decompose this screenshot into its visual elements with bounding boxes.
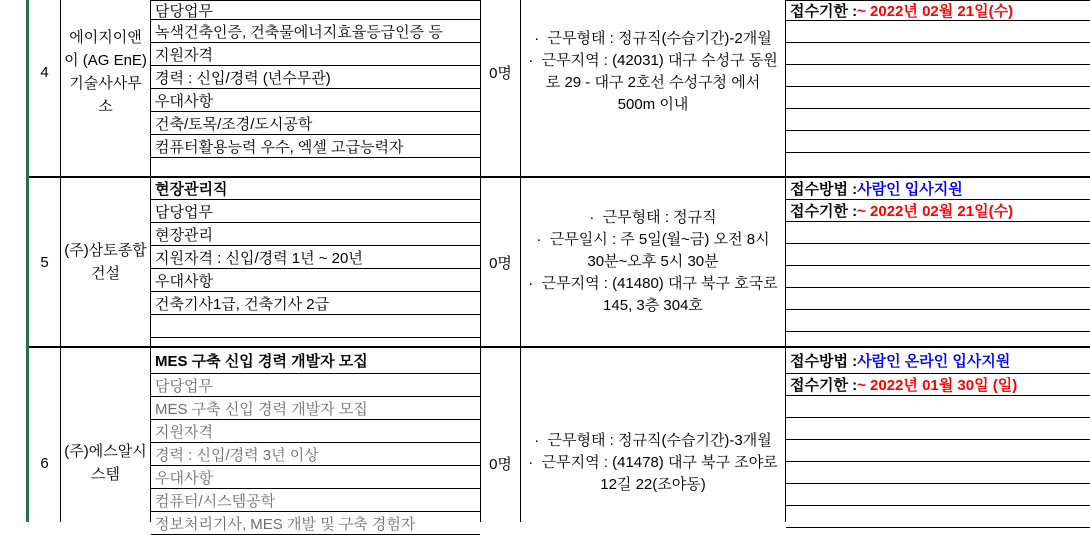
apply-method-cell[interactable] xyxy=(786,178,1090,200)
empty-apply-cell[interactable] xyxy=(786,43,1090,65)
empty-apply-cell[interactable] xyxy=(786,65,1090,87)
detail-cell[interactable] xyxy=(151,489,480,512)
apply-method-cell[interactable] xyxy=(786,348,1090,374)
job-details-column xyxy=(151,0,481,176)
job-postings-table xyxy=(26,0,1090,533)
headcount: 0명 xyxy=(489,254,512,272)
detail-text: 지원자격 xyxy=(155,46,213,64)
company-cell[interactable] xyxy=(61,0,151,176)
detail-text: 지원자격 xyxy=(155,423,213,441)
detail-cell[interactable] xyxy=(151,466,480,489)
detail-cell[interactable] xyxy=(151,292,480,315)
company-name: 에이지이앤이 (AG EnE) 기술사사무소 xyxy=(64,29,147,115)
detail-cell[interactable] xyxy=(151,112,480,135)
detail-cell[interactable] xyxy=(151,200,480,223)
apply-deadline-cell[interactable] xyxy=(786,0,1090,21)
detail-text: 우대사항 xyxy=(155,272,213,290)
application-column xyxy=(786,0,1090,176)
job-details-column xyxy=(151,178,481,346)
detail-cell[interactable] xyxy=(151,246,480,269)
job-title-cell[interactable] xyxy=(151,348,480,374)
condition-line: · 근무지역 : (41480) 대구 북구 호국로 145, 3층 304호 xyxy=(528,275,782,314)
empty-apply-cell[interactable] xyxy=(786,332,1090,346)
apply-method-value: 사람인 온라인 입사지원 xyxy=(857,353,1011,370)
detail-text: 정보처리기사, MES 개발 및 구축 경험자 xyxy=(155,515,416,533)
empty-apply-cell[interactable] xyxy=(786,244,1090,266)
row-number-cell[interactable] xyxy=(29,0,61,176)
detail-text: 우대사항 xyxy=(155,92,213,110)
apply-deadline-label: 접수기한 : xyxy=(790,203,858,220)
condition-line: · 근무지역 : (42031) 대구 수성구 동원로 29 - 대구 2호선 수성구청 에서 500m 이내 xyxy=(528,52,778,113)
condition-line: · 근무일시 : 주 5일(월~금) 오전 8시 30분~오후 5시 30분 xyxy=(536,231,774,270)
condition-line: · 근무형태 : 정규직 xyxy=(589,209,717,226)
empty-apply-cell[interactable] xyxy=(786,109,1090,131)
headcount-cell[interactable] xyxy=(481,0,521,176)
apply-method-label: 접수방법 : xyxy=(790,181,858,198)
empty-detail-cell[interactable] xyxy=(151,158,480,176)
empty-apply-cell[interactable] xyxy=(786,462,1090,484)
detail-cell[interactable] xyxy=(151,397,480,420)
detail-text: MES 구축 신입 경력 개발자 모집 xyxy=(155,400,368,418)
detail-text: 지원자격 : 신입/경력 1년 ~ 20년 xyxy=(155,249,363,267)
row-number-cell[interactable] xyxy=(29,178,61,346)
detail-text: 경력 : 신입/경력 (년수무관) xyxy=(155,69,331,87)
condition-line: · 근무지역 : (41478) 대구 북구 조야로12길 22(조야동) xyxy=(528,454,778,493)
headcount: 0명 xyxy=(489,64,512,82)
detail-text: 담당업무 xyxy=(155,2,213,20)
apply-method-value: 사람인 입사지원 xyxy=(857,181,963,198)
headcount: 0명 xyxy=(489,455,512,473)
empty-detail-cell[interactable] xyxy=(151,338,480,346)
headcount-cell[interactable] xyxy=(481,348,521,522)
row-number-cell[interactable] xyxy=(29,348,61,522)
detail-text: 녹색건축인증, 건축물에너지효율등급인증 등 xyxy=(155,23,443,41)
empty-detail-cell[interactable] xyxy=(151,315,480,338)
condition-line: · 근무형태 : 정규직(수습기간)-3개월 xyxy=(534,432,772,449)
empty-apply-cell[interactable] xyxy=(786,222,1090,244)
detail-text: 현장관리 xyxy=(155,226,213,244)
empty-apply-cell[interactable] xyxy=(786,21,1090,43)
work-conditions-cell[interactable] xyxy=(521,348,786,522)
apply-deadline-label: 접수기한 : xyxy=(790,377,858,394)
company-cell[interactable] xyxy=(61,178,151,346)
apply-deadline-value: ~ 2022년 01월 30일 (일) xyxy=(857,377,1018,394)
empty-apply-cell[interactable] xyxy=(786,153,1090,176)
apply-deadline-cell[interactable] xyxy=(786,200,1090,222)
detail-text: 우대사항 xyxy=(155,469,213,487)
detail-text: 컴퓨터활용능력 우수, 엑셀 고급능력자 xyxy=(155,138,404,156)
table-row-6 xyxy=(29,348,1090,533)
apply-method-label: 접수방법 : xyxy=(790,353,858,370)
company-name: (주)에스알시스템 xyxy=(64,443,147,483)
empty-apply-cell[interactable] xyxy=(786,506,1090,528)
condition-line: · 근무형태 : 정규직(수습기간)-2개월 xyxy=(534,30,772,47)
apply-deadline-value: ~ 2022년 02월 21일(수) xyxy=(857,203,1014,220)
job-details-column xyxy=(151,348,481,533)
empty-apply-cell[interactable] xyxy=(786,418,1090,440)
detail-text: 건축기사1급, 건축기사 2급 xyxy=(155,295,330,313)
detail-cell[interactable] xyxy=(151,374,480,397)
detail-text: 컴퓨터/시스템공학 xyxy=(155,492,276,510)
headcount-cell[interactable] xyxy=(481,178,521,346)
apply-deadline-value: ~ 2022년 02월 21일(수) xyxy=(857,3,1014,20)
detail-text: 경력 : 신입/경력 3년 이상 xyxy=(155,446,319,464)
detail-cell[interactable] xyxy=(151,43,480,66)
empty-apply-cell[interactable] xyxy=(786,131,1090,153)
detail-text: 건축/토목/조경/도시공학 xyxy=(155,115,313,133)
detail-cell[interactable] xyxy=(151,269,480,292)
table-row-4 xyxy=(29,0,1090,178)
work-conditions-cell[interactable] xyxy=(521,178,786,346)
detail-cell[interactable] xyxy=(151,20,480,43)
work-conditions-cell[interactable] xyxy=(521,0,786,176)
empty-apply-cell[interactable] xyxy=(786,396,1090,418)
apply-deadline-cell[interactable] xyxy=(786,374,1090,396)
job-title-cell[interactable] xyxy=(151,178,480,200)
detail-cell[interactable] xyxy=(151,66,480,89)
detail-cell[interactable] xyxy=(151,223,480,246)
row-number: 5 xyxy=(40,253,49,271)
application-column xyxy=(786,348,1090,522)
empty-apply-cell[interactable] xyxy=(786,310,1090,332)
detail-cell[interactable] xyxy=(151,135,480,158)
detail-cell[interactable] xyxy=(151,512,480,535)
empty-apply-cell[interactable] xyxy=(786,266,1090,288)
empty-apply-cell[interactable] xyxy=(786,288,1090,310)
detail-cell[interactable] xyxy=(151,0,480,20)
empty-apply-cell[interactable] xyxy=(786,440,1090,462)
detail-text: 담당업무 xyxy=(155,203,213,221)
row-number: 6 xyxy=(40,454,49,472)
detail-cell[interactable] xyxy=(151,443,480,466)
detail-cell[interactable] xyxy=(151,420,480,443)
job-title-text: MES 구축 신입 경력 개발자 모집 xyxy=(155,353,368,370)
row-number: 4 xyxy=(40,63,49,81)
company-cell[interactable] xyxy=(61,348,151,522)
table-row-5 xyxy=(29,178,1090,348)
application-column xyxy=(786,178,1090,346)
detail-text: 담당업무 xyxy=(155,377,213,395)
company-name: (주)삼토종합건설 xyxy=(64,242,147,282)
empty-apply-cell[interactable] xyxy=(786,87,1090,109)
job-title-text: 현장관리직 xyxy=(155,181,228,198)
empty-apply-cell[interactable] xyxy=(786,484,1090,506)
detail-cell[interactable] xyxy=(151,89,480,112)
apply-deadline-label: 접수기한 : xyxy=(790,3,858,20)
